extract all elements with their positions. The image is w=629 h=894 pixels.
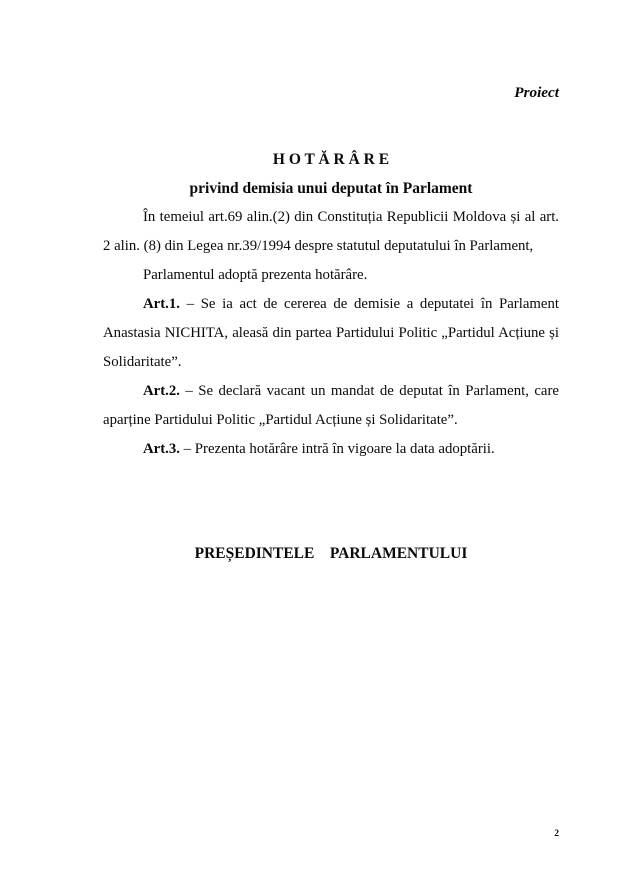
draft-label: Proiect <box>514 84 559 101</box>
preamble-legal-basis: În temeiul art.69 alin.(2) din Constituția Republicii Moldova și al art. 2 alin. (8) din Legea nr.39/1994 despre statutul deputatului în Parlament, <box>103 209 559 254</box>
adoption-clause: Parlamentul adoptă prezenta hotărâre. <box>143 267 368 283</box>
article-2 <box>103 377 559 435</box>
article-1-label: Art.1. <box>143 296 180 312</box>
article-3-label: Art.3. <box>143 441 180 457</box>
signature-title: PREȘEDINTELE PARLAMENTULUI <box>194 545 468 562</box>
article-1 <box>103 290 559 377</box>
article-3-text: – Prezenta hotărâre intră în vigoare la data adoptării. <box>179 441 495 457</box>
page-number: 2 <box>554 829 559 839</box>
article-2-text: – Se declară vacant un mandat de deputat în Parlament, care aparține Partidului Politic „Partidul Acțiune și Solidaritate”. <box>103 383 559 428</box>
article-3 <box>103 435 559 464</box>
article-1-text: – Se ia act de cererea de demisie a deputatei în Parlament Anastasia NICHITA, aleasă din partea Partidului Politic „Partidul Acțiune și Solidaritate”. <box>103 296 559 370</box>
document-subtitle: privind demisia unui deputat în Parlament <box>189 180 473 197</box>
article-2-label: Art.2. <box>143 383 180 399</box>
document-title: H O T Ă R Â R E <box>272 151 390 168</box>
